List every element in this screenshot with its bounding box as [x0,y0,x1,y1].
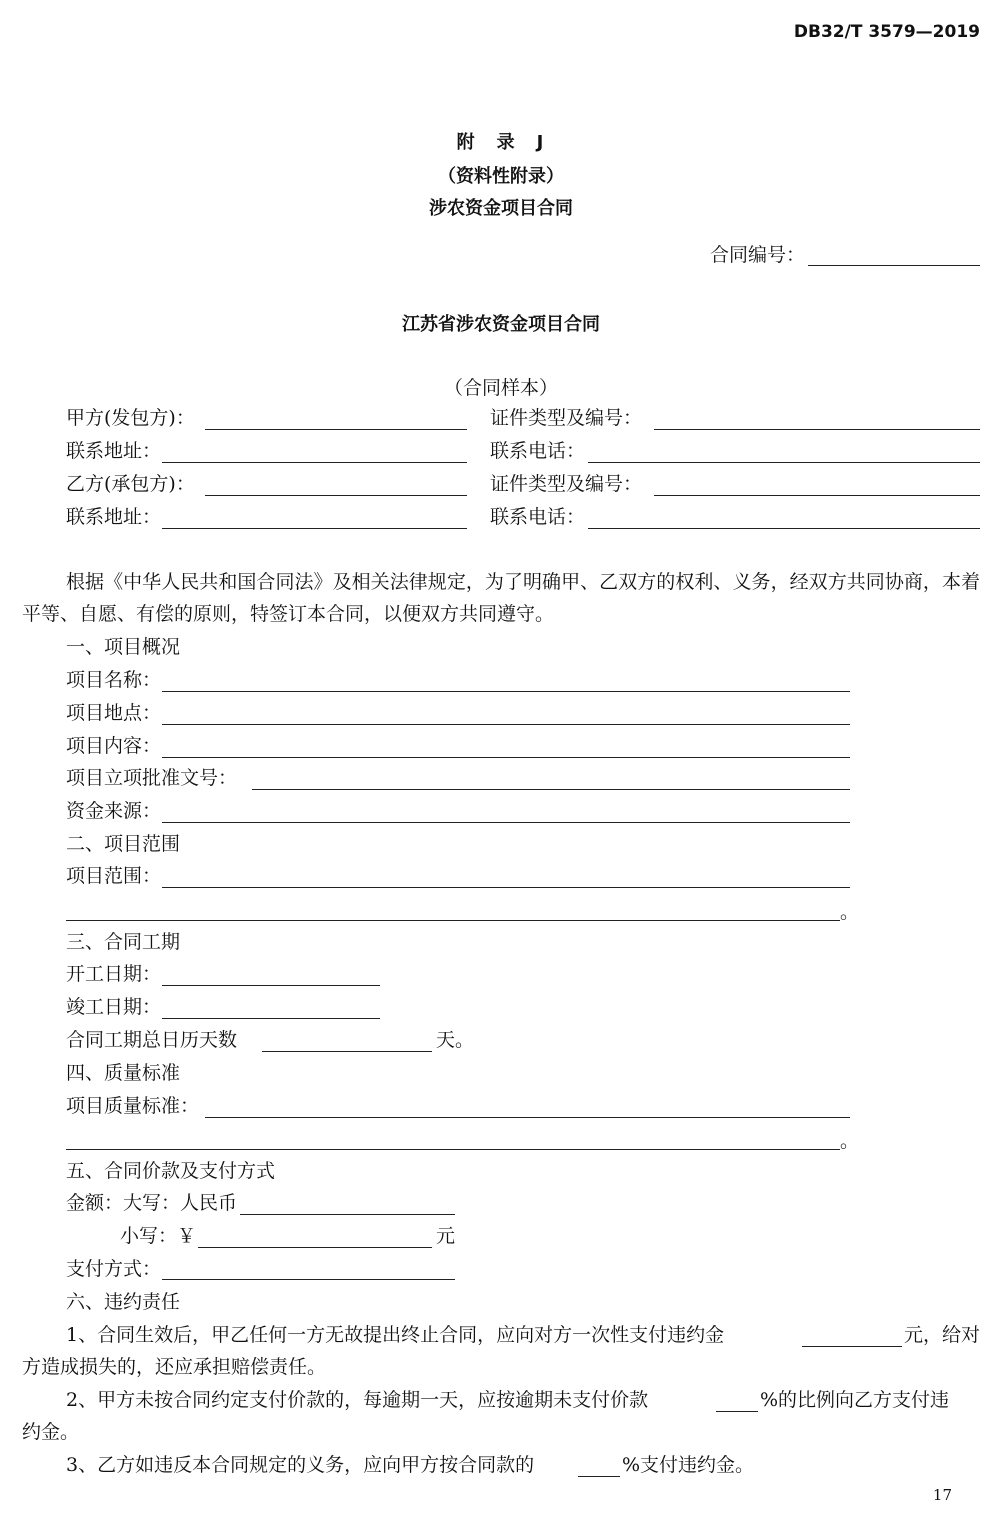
project-content-label: 项目内容： [66,735,162,757]
penalty-amount-field[interactable] [802,1346,902,1347]
payment-method-label: 支付方式： [66,1258,162,1280]
sec5-title: 五、合同价款及支付方式 [66,1160,276,1182]
contract-no-field[interactable] [808,265,980,266]
standard-code: DB32/T 3579—2019 [793,22,980,42]
liability-item3-b: %支付违约金。 [622,1454,755,1476]
liability-item1-c: 方造成损失的，还应承担赔偿责任。 [22,1356,327,1378]
address-b-field[interactable] [162,528,467,529]
id-type-b-field[interactable] [654,495,980,496]
fund-source-label: 资金来源： [66,800,162,822]
quality-period: 。 [840,1130,860,1152]
total-days-label: 合同工期总日历天数 [66,1029,238,1051]
contract-no-label: 合同编号： [710,244,806,266]
address-b-label: 联系地址： [66,506,162,528]
late-rate-field[interactable] [716,1411,758,1412]
sec4-title: 四、质量标准 [66,1062,181,1084]
project-content-field[interactable] [162,757,850,758]
project-location-label: 项目地点： [66,702,162,724]
liability-item2-b: %的比例向乙方支付违 [760,1389,950,1411]
id-type-b-label: 证件类型及编号： [490,473,643,495]
intro-paragraph: 根据《中华人民共和国合同法》及相关法律规定，为了明确甲、乙双方的权利、义务，经双方共同协商，本着平等、自愿、有偿的原则，特签订本合同，以便双方共同遵守。 [22,571,980,625]
breach-rate-field[interactable] [578,1476,620,1477]
party-a-label: 甲方(发包方)： [66,407,195,429]
address-a-field[interactable] [162,462,467,463]
party-b-label: 乙方(承包方)： [66,473,195,495]
scope-period: 。 [840,901,860,923]
page-number: 17 [932,1486,952,1504]
sec3-title: 三、合同工期 [66,931,181,953]
start-date-label: 开工日期： [66,963,162,985]
phone-b-label: 联系电话： [490,506,586,528]
id-type-a-field[interactable] [654,429,980,430]
scope-label: 项目范围： [66,865,162,887]
payment-method-field[interactable] [162,1279,455,1280]
finish-date-label: 竣工日期： [66,996,162,1018]
amount-upper-field[interactable] [240,1214,455,1215]
finish-date-field[interactable] [162,1018,380,1019]
liability-item2-a: 2、甲方未按合同约定支付价款的，每逾期一天，应按逾期未支付价款 [66,1389,649,1411]
yuan-unit: 元 [436,1225,456,1247]
id-type-a-label: 证件类型及编号： [490,407,643,429]
approval-no-label: 项目立项批准文号： [66,767,238,789]
sample-label: （合同样本） [443,377,558,399]
project-name-field[interactable] [162,691,850,692]
project-location-field[interactable] [162,724,850,725]
project-name-label: 项目名称： [66,669,162,691]
quality-field-line1[interactable] [205,1117,850,1118]
phone-a-field[interactable] [588,462,980,463]
quality-field-line2[interactable] [66,1149,840,1150]
appendix-title: 附 录 J [456,132,546,153]
party-a-field[interactable] [205,429,467,430]
contract-title: 江苏省涉农资金项目合同 [402,314,600,335]
approval-no-field[interactable] [252,789,850,790]
address-a-label: 联系地址： [66,440,162,462]
liability-item3-a: 3、乙方如违反本合同规定的义务，应向甲方按合同款的 [66,1454,535,1476]
appendix-type: （资料性附录） [438,166,564,187]
phone-a-label: 联系电话： [490,440,586,462]
phone-b-field[interactable] [588,528,980,529]
scope-field-line1[interactable] [162,887,850,888]
liability-item2-c: 约金。 [22,1421,80,1443]
amount-upper-label: 金额：大写：人民币 [66,1192,238,1214]
sec2-title: 二、项目范围 [66,833,181,855]
sec1-title: 一、项目概况 [66,636,181,658]
liability-item1-b: 元，给对 [904,1324,981,1346]
sec6-title: 六、违约责任 [66,1291,181,1313]
fund-source-field[interactable] [162,822,850,823]
total-days-field[interactable] [262,1051,432,1052]
appendix-name: 涉农资金项目合同 [429,198,573,219]
amount-lower-label: 小写：￥ [120,1225,197,1247]
scope-field-line2[interactable] [66,920,840,921]
days-unit: 天。 [436,1029,475,1051]
quality-label: 项目质量标准： [66,1095,200,1117]
liability-item1-a: 1、合同生效后，甲乙任何一方无故提出终止合同，应向对方一次性支付违约金 [66,1324,725,1346]
amount-lower-field[interactable] [198,1247,432,1248]
start-date-field[interactable] [162,985,380,986]
party-b-field[interactable] [205,495,467,496]
